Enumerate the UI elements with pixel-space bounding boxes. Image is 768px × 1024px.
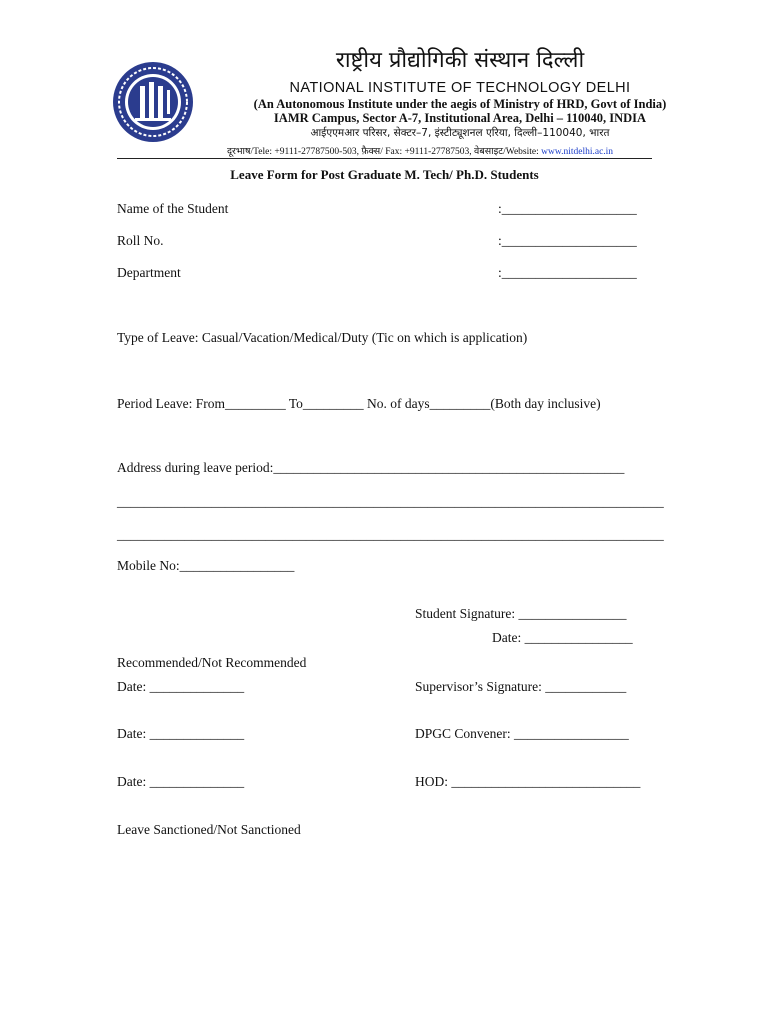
student-name-label: Name of the Student (117, 201, 229, 216)
institute-name: NATIONAL INSTITUTE OF TECHNOLOGY DELHI (289, 80, 631, 96)
institute-address: IAMR Campus, Sector A-7, Institutional Area, Delhi – 110040, INDIA (273, 111, 647, 125)
department-label: Department (117, 265, 181, 280)
leave-period[interactable]: Period Leave: From_________ To_________ No. of days_________(Both day inclusive) (117, 396, 601, 411)
hod-date-field[interactable]: Date: ______________ (117, 774, 245, 789)
dpgc-convener-field[interactable]: DPGC Convener: _________________ (415, 726, 629, 741)
address-line-2[interactable]: _________________________________________________________________________________ (117, 494, 664, 509)
supervisor-signature-field[interactable]: Supervisor’s Signature: ____________ (415, 679, 627, 694)
institute-subtitle: (An Autonomous Institute under the aegis of Ministry of HRD, Govt of India) (253, 97, 667, 111)
mobile-no-field[interactable]: Mobile No:_________________ (117, 558, 295, 573)
student-signature-field[interactable]: Student Signature: ________________ (415, 606, 627, 621)
form-title: Leave Form for Post Graduate M. Tech/ Ph.D. Students (230, 167, 539, 182)
institute-hindi-address: आईएएमआर परिसर, सेक्टर–7, इंस्टीट्यूशनल एरिया, दिल्ली–110040, भारत (310, 127, 610, 139)
contact-text: दूरभाष/Tele: +9111-27787500-503, फ़ैक्स/ Fax: +9111-27787503, वेबसाइट/Website: (226, 147, 539, 157)
department-field[interactable]: :____________________ (498, 265, 637, 280)
supervisor-date-field[interactable]: Date: ______________ (117, 679, 245, 694)
hod-signature-field[interactable]: HOD: ____________________________ (415, 774, 641, 789)
student-name-field[interactable]: :____________________ (498, 201, 637, 216)
roll-no-label: Roll No. (117, 233, 164, 248)
institute-contact (120, 144, 720, 157)
student-date-field[interactable]: Date: ________________ (492, 630, 633, 645)
institute-hindi-title: राष्ट्रीय प्रौद्योगिकी संस्थान दिल्ली (335, 48, 585, 73)
institute-logo (111, 60, 195, 144)
type-of-leave: Type of Leave: Casual/Vacation/Medical/Duty (Tic on which is application) (117, 330, 528, 345)
dpgc-date-field[interactable]: Date: ______________ (117, 726, 245, 741)
sanction-status: Leave Sanctioned/Not Sanctioned (117, 822, 301, 837)
roll-no-field[interactable]: :____________________ (498, 233, 637, 248)
header-divider (117, 158, 652, 159)
address-during-leave[interactable]: Address during leave period:____________________________________________________ (117, 460, 625, 475)
recommendation-status: Recommended/Not Recommended (117, 655, 307, 670)
website-link[interactable]: www.nitdelhi.ac.in (541, 147, 614, 157)
address-line-3[interactable]: _________________________________________________________________________________ (117, 527, 664, 542)
